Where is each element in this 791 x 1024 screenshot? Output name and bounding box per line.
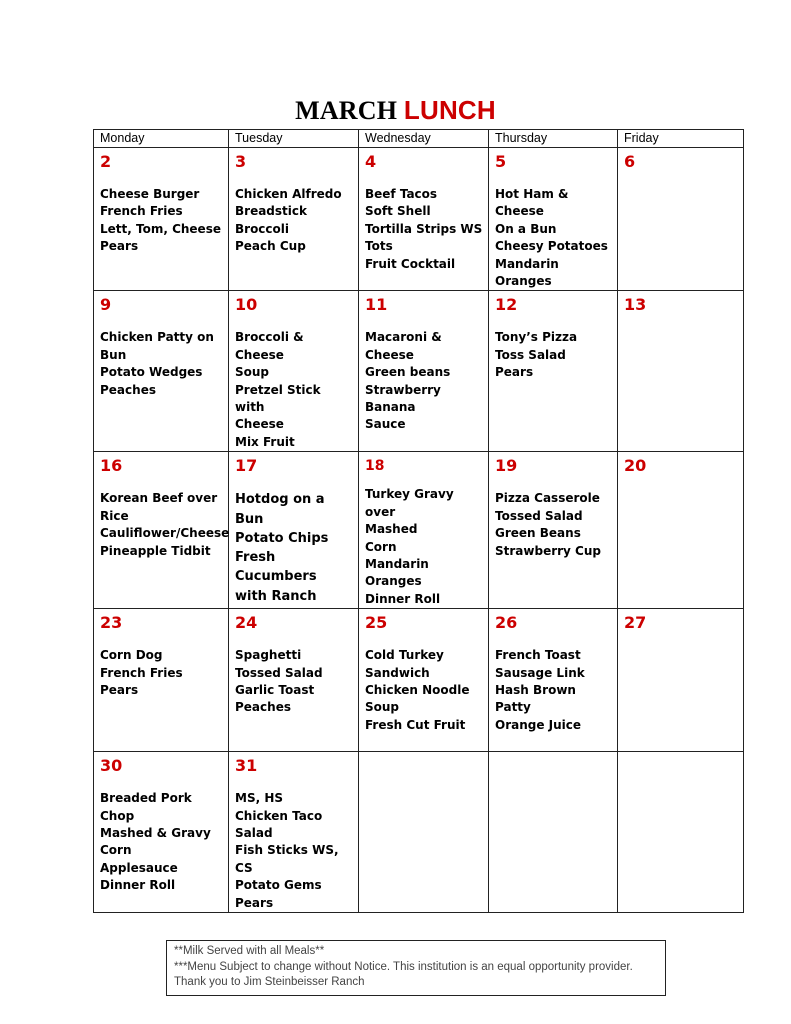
lunch-calendar bbox=[93, 129, 744, 913]
menu-item: Chicken Taco Salad bbox=[235, 808, 323, 840]
menu-item: Chicken Noodle bbox=[365, 682, 470, 697]
menu-item: Rice bbox=[100, 508, 129, 523]
menu-item: Potato Chips bbox=[235, 530, 329, 546]
menu-item: Peaches bbox=[100, 382, 156, 397]
menu-item: Toss Salad bbox=[495, 347, 566, 362]
menu-item: On a Bun bbox=[495, 221, 557, 236]
menu-item: Hotdog on a Bun bbox=[235, 492, 325, 527]
empty-day-cell bbox=[618, 752, 744, 913]
menu-item: Korean Beef over bbox=[100, 491, 218, 506]
day-number: 20 bbox=[624, 456, 647, 476]
menu-item: Strawberry Banana bbox=[365, 382, 441, 415]
day-number: 3 bbox=[235, 152, 247, 171]
day-cell bbox=[618, 452, 744, 609]
day-number: 31 bbox=[235, 756, 258, 776]
menu-item: Cheesy Potatoes bbox=[495, 239, 608, 254]
menu-items bbox=[365, 329, 484, 433]
menu-items bbox=[235, 790, 354, 912]
day-cell bbox=[489, 148, 618, 291]
menu-item: Breadstick bbox=[235, 204, 307, 219]
menu-item: Broccoli bbox=[235, 221, 290, 236]
day-cell bbox=[618, 609, 744, 752]
menu-item: Corn Dog bbox=[100, 648, 163, 663]
menu-items bbox=[100, 490, 230, 560]
menu-item: Tortilla Strips WS bbox=[365, 221, 483, 236]
menu-item: Fruit Cocktail bbox=[365, 256, 456, 271]
menu-item: Orange Juice bbox=[495, 717, 582, 732]
menu-items bbox=[495, 186, 613, 290]
menu-item: French Toast bbox=[495, 648, 581, 663]
menu-items bbox=[235, 647, 354, 717]
menu-item: Mix Fruit bbox=[235, 434, 295, 449]
menu-item: Cauliflower/Cheese bbox=[100, 526, 230, 541]
menu-item: Chicken Patty on bbox=[100, 330, 214, 345]
menu-item: Beef Tacos bbox=[365, 187, 438, 201]
day-number: 9 bbox=[100, 295, 112, 315]
weekday-thursday: Thursday bbox=[489, 130, 618, 148]
footer-disclaimer: ***Menu Subject to change without Notice. This institution is an equal opportunity provider. Thank you to Jim Steinbeisser Ranch bbox=[174, 960, 633, 988]
menu-item: Cold Turkey bbox=[365, 648, 444, 663]
menu-item: Soft Shell bbox=[365, 204, 431, 219]
menu-item: with Ranch bbox=[235, 588, 317, 604]
menu-item: Pretzel Stick with bbox=[235, 382, 321, 415]
menu-item: Chicken Alfredo bbox=[235, 187, 342, 201]
menu-item: Dinner Roll bbox=[100, 878, 176, 893]
menu-item: Pears bbox=[495, 365, 534, 380]
menu-item: Sausage Link bbox=[495, 665, 585, 680]
menu-item: Dinner Roll bbox=[365, 591, 441, 606]
day-number: 10 bbox=[235, 295, 258, 315]
menu-item: Pineapple Tidbit bbox=[100, 543, 211, 558]
day-number: 26 bbox=[495, 613, 518, 633]
day-cell bbox=[359, 609, 489, 752]
menu-items bbox=[365, 186, 484, 273]
empty-day-cell bbox=[359, 752, 489, 913]
day-cell bbox=[489, 452, 618, 609]
menu-item: Tots bbox=[365, 239, 393, 254]
day-cell bbox=[229, 148, 359, 291]
menu-item: Peaches bbox=[235, 700, 291, 715]
day-cell bbox=[94, 752, 229, 913]
weekday-friday: Friday bbox=[618, 130, 744, 148]
weekday-wednesday: Wednesday bbox=[359, 130, 489, 148]
day-number: 23 bbox=[100, 613, 123, 633]
menu-item: Green beans bbox=[365, 365, 451, 380]
day-number: 4 bbox=[365, 152, 377, 171]
menu-items bbox=[235, 186, 354, 256]
menu-item: Pears bbox=[100, 239, 139, 254]
weekday-tuesday: Tuesday bbox=[229, 130, 359, 148]
menu-item: Breaded Pork Chop bbox=[100, 791, 192, 823]
footer-milk-note: **Milk Served with all Meals** bbox=[174, 945, 325, 957]
day-cell bbox=[229, 291, 359, 452]
menu-item: Spaghetti bbox=[235, 648, 302, 663]
day-cell bbox=[94, 148, 229, 291]
day-cell bbox=[359, 291, 489, 452]
menu-item: Mashed bbox=[365, 522, 418, 537]
title-month: MARCH bbox=[295, 96, 398, 125]
menu-item: Pears bbox=[235, 895, 274, 910]
day-number: 25 bbox=[365, 613, 388, 633]
day-number: 17 bbox=[235, 456, 258, 476]
menu-item: Tossed Salad bbox=[235, 665, 323, 680]
day-cell bbox=[618, 291, 744, 452]
week-row bbox=[94, 148, 744, 291]
week-row bbox=[94, 609, 744, 752]
menu-items bbox=[100, 790, 224, 894]
menu-item: Turkey Gravy over bbox=[365, 487, 454, 519]
day-number: 16 bbox=[100, 456, 123, 476]
menu-items bbox=[495, 490, 613, 560]
empty-day-cell bbox=[489, 752, 618, 913]
menu-items bbox=[495, 329, 613, 381]
menu-item: Cheese bbox=[235, 417, 284, 432]
menu-item: Fish Sticks WS, CS bbox=[235, 843, 339, 875]
menu-item: MS, HS bbox=[235, 791, 284, 806]
menu-item: Peach Cup bbox=[235, 239, 306, 254]
menu-item: French Fries bbox=[100, 204, 183, 219]
menu-items bbox=[235, 329, 354, 451]
day-cell bbox=[229, 609, 359, 752]
footer-note bbox=[166, 940, 666, 996]
menu-items bbox=[100, 647, 224, 699]
day-number: 24 bbox=[235, 613, 258, 633]
day-cell bbox=[94, 609, 229, 752]
day-cell bbox=[359, 148, 489, 291]
menu-item: Fresh Cut Fruit bbox=[365, 717, 466, 732]
menu-item: Tony’s Pizza bbox=[495, 330, 578, 345]
day-number: 11 bbox=[365, 295, 388, 315]
menu-items bbox=[100, 329, 224, 399]
day-cell bbox=[229, 452, 359, 609]
day-number: 13 bbox=[624, 295, 647, 315]
menu-items bbox=[495, 647, 613, 734]
menu-item: Corn bbox=[365, 539, 397, 554]
day-cell bbox=[618, 148, 744, 291]
menu-item: Pears bbox=[100, 682, 139, 697]
menu-item: Bun bbox=[100, 347, 127, 362]
menu-item: French Fries bbox=[100, 665, 183, 680]
day-cell bbox=[229, 752, 359, 913]
menu-item: Sandwich bbox=[365, 665, 430, 680]
menu-item: Corn bbox=[100, 843, 132, 858]
day-number: 30 bbox=[100, 756, 123, 776]
weekday-header-row bbox=[94, 130, 744, 148]
menu-item: Fresh Cucumbers bbox=[235, 550, 317, 585]
week-row bbox=[94, 452, 744, 609]
day-cell bbox=[94, 452, 229, 609]
menu-item: Sauce bbox=[365, 417, 406, 432]
menu-item: Pizza Casserole bbox=[495, 491, 600, 506]
week-row bbox=[94, 752, 744, 913]
menu-item: Cheese Burger bbox=[100, 187, 200, 201]
menu-item: Soup bbox=[365, 700, 400, 715]
menu-items bbox=[365, 647, 484, 734]
menu-items bbox=[235, 490, 354, 606]
menu-item: Hot Ham & Cheese bbox=[495, 187, 569, 219]
menu-item: Tossed Salad bbox=[495, 508, 583, 523]
day-number: 2 bbox=[100, 152, 112, 171]
menu-item: Macaroni & Cheese bbox=[365, 330, 442, 362]
menu-item: Applesauce bbox=[100, 860, 178, 875]
menu-item: Lett, Tom, Cheese bbox=[100, 221, 221, 236]
menu-item: Potato Wedges bbox=[100, 365, 203, 380]
day-number: 6 bbox=[624, 152, 636, 171]
menu-item: Mandarin Oranges bbox=[365, 556, 429, 589]
day-number: 12 bbox=[495, 295, 518, 315]
menu-item: Green Beans bbox=[495, 526, 581, 541]
title-meal: LUNCH bbox=[403, 95, 496, 125]
day-number: 5 bbox=[495, 152, 507, 171]
menu-item: Garlic Toast bbox=[235, 682, 315, 697]
day-number: 18 bbox=[365, 458, 385, 475]
day-cell bbox=[94, 291, 229, 452]
weekday-monday: Monday bbox=[94, 130, 229, 148]
menu-item: Mandarin Oranges bbox=[495, 256, 559, 289]
day-number: 27 bbox=[624, 613, 647, 633]
day-cell bbox=[359, 452, 489, 609]
menu-item: Mashed & Gravy bbox=[100, 825, 211, 840]
page-title bbox=[0, 95, 791, 126]
week-row bbox=[94, 291, 744, 452]
day-cell bbox=[489, 291, 618, 452]
menu-items bbox=[100, 186, 224, 256]
menu-item: Broccoli & Cheese bbox=[235, 330, 304, 362]
menu-item: Potato Gems bbox=[235, 878, 322, 893]
menu-item: Hash Brown Patty bbox=[495, 682, 576, 715]
menu-item: Soup bbox=[235, 365, 270, 380]
day-number: 19 bbox=[495, 456, 518, 476]
menu-item: Strawberry Cup bbox=[495, 543, 601, 558]
menu-items bbox=[365, 486, 484, 608]
day-cell bbox=[489, 609, 618, 752]
